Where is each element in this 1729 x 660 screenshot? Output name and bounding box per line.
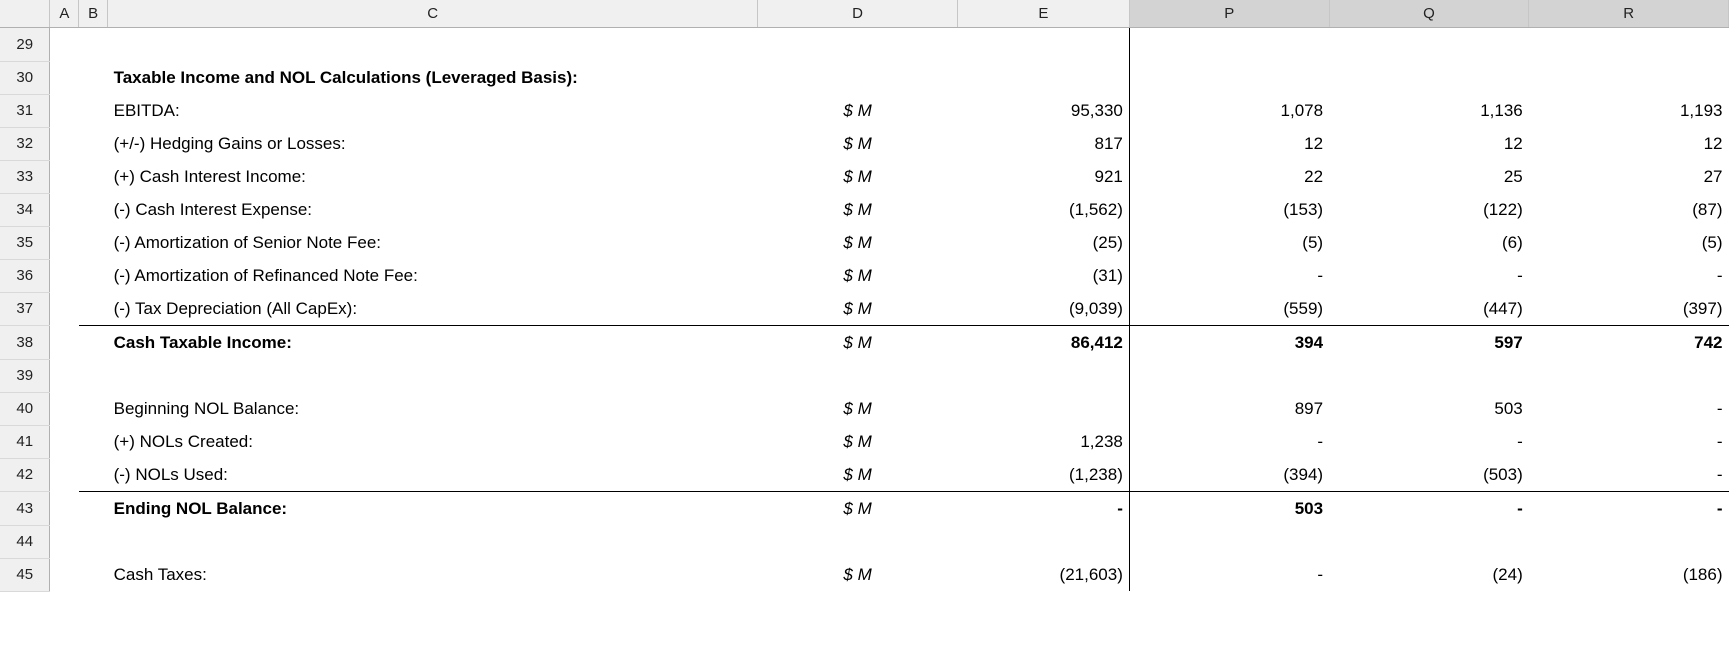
row-header-36[interactable]: 36 (0, 259, 50, 292)
cell-q36[interactable]: - (1329, 259, 1529, 292)
cell-q40[interactable]: 503 (1329, 392, 1529, 425)
cell-c41[interactable]: (+) NOLs Created: (108, 425, 758, 458)
cell-r33[interactable]: 27 (1529, 160, 1729, 193)
cell-p44[interactable] (1129, 525, 1329, 558)
row-header-35[interactable]: 35 (0, 226, 50, 259)
cell-a41[interactable] (50, 425, 79, 458)
cell-b37[interactable] (79, 292, 108, 326)
cell-r32[interactable]: 12 (1529, 127, 1729, 160)
cell-q42[interactable]: (503) (1329, 458, 1529, 492)
row-header-41[interactable]: 41 (0, 425, 50, 458)
cell-b35[interactable] (79, 226, 108, 259)
column-header-e[interactable]: E (957, 0, 1129, 28)
cell-q34[interactable]: (122) (1329, 193, 1529, 226)
cell-q43[interactable]: - (1329, 492, 1529, 526)
cell-q38[interactable]: 597 (1329, 326, 1529, 360)
cell-r34[interactable]: (87) (1529, 193, 1729, 226)
cell-q32[interactable]: 12 (1329, 127, 1529, 160)
cell-r38[interactable]: 742 (1529, 326, 1729, 360)
table-row[interactable] (0, 392, 1729, 425)
cell-b32[interactable] (79, 127, 108, 160)
cell-p33[interactable]: 22 (1129, 160, 1329, 193)
cell-e33[interactable]: 921 (957, 160, 1129, 193)
cell-p42[interactable]: (394) (1129, 458, 1329, 492)
cell-d33[interactable]: $ M (758, 160, 958, 193)
cell-r29[interactable] (1529, 28, 1729, 62)
cell-a38[interactable] (50, 326, 79, 360)
cell-q35[interactable]: (6) (1329, 226, 1529, 259)
table-row[interactable] (0, 61, 1729, 94)
cell-b45[interactable] (79, 558, 108, 591)
cell-a30[interactable] (50, 61, 79, 94)
cell-r44[interactable] (1529, 525, 1729, 558)
cell-b43[interactable] (79, 492, 108, 526)
row-header-34[interactable]: 34 (0, 193, 50, 226)
table-row[interactable] (0, 193, 1729, 226)
cell-p43[interactable]: 503 (1129, 492, 1329, 526)
cell-e34[interactable]: (1,562) (957, 193, 1129, 226)
cell-q30[interactable] (1329, 61, 1529, 94)
cell-p36[interactable]: - (1129, 259, 1329, 292)
table-row[interactable] (0, 425, 1729, 458)
cell-d35[interactable]: $ M (758, 226, 958, 259)
cell-c42[interactable]: (-) NOLs Used: (108, 458, 758, 492)
row-header-30[interactable]: 30 (0, 61, 50, 94)
cell-a35[interactable] (50, 226, 79, 259)
cell-r39[interactable] (1529, 359, 1729, 392)
cell-r45[interactable]: (186) (1529, 558, 1729, 591)
column-header-r[interactable]: R (1529, 0, 1729, 28)
cell-q39[interactable] (1329, 359, 1529, 392)
cell-e42[interactable]: (1,238) (957, 458, 1129, 492)
cell-r31[interactable]: 1,193 (1529, 94, 1729, 127)
table-row[interactable] (0, 226, 1729, 259)
cell-c39[interactable] (108, 359, 758, 392)
table-row[interactable] (0, 94, 1729, 127)
cell-a32[interactable] (50, 127, 79, 160)
cell-c43[interactable]: Ending NOL Balance: (108, 492, 758, 526)
cell-p38[interactable]: 394 (1129, 326, 1329, 360)
cell-c30[interactable]: Taxable Income and NOL Calculations (Leveraged Basis): (108, 61, 758, 94)
cell-a42[interactable] (50, 458, 79, 492)
cell-b30[interactable] (79, 61, 108, 94)
column-header-p[interactable]: P (1129, 0, 1329, 28)
cell-r37[interactable]: (397) (1529, 292, 1729, 326)
cell-p40[interactable]: 897 (1129, 392, 1329, 425)
cell-c38[interactable]: Cash Taxable Income: (108, 326, 758, 360)
cell-c32[interactable]: (+/-) Hedging Gains or Losses: (108, 127, 758, 160)
cell-e43[interactable]: - (957, 492, 1129, 526)
cell-a31[interactable] (50, 94, 79, 127)
cell-p30[interactable] (1129, 61, 1329, 94)
cell-q37[interactable]: (447) (1329, 292, 1529, 326)
select-all-corner[interactable] (0, 0, 50, 28)
cell-b33[interactable] (79, 160, 108, 193)
cell-q31[interactable]: 1,136 (1329, 94, 1529, 127)
row-header-38[interactable]: 38 (0, 326, 50, 360)
cell-e32[interactable]: 817 (957, 127, 1129, 160)
cell-p41[interactable]: - (1129, 425, 1329, 458)
row-header-31[interactable]: 31 (0, 94, 50, 127)
cell-d29[interactable] (758, 28, 958, 62)
row-header-29[interactable]: 29 (0, 28, 50, 62)
cell-c29[interactable] (108, 28, 758, 62)
cell-q41[interactable]: - (1329, 425, 1529, 458)
table-row[interactable] (0, 127, 1729, 160)
cell-p37[interactable]: (559) (1129, 292, 1329, 326)
cell-b31[interactable] (79, 94, 108, 127)
cell-a33[interactable] (50, 160, 79, 193)
cell-q33[interactable]: 25 (1329, 160, 1529, 193)
cell-a29[interactable] (50, 28, 79, 62)
table-row[interactable] (0, 292, 1729, 326)
row-header-44[interactable]: 44 (0, 525, 50, 558)
cell-e30[interactable] (957, 61, 1129, 94)
column-header-b[interactable]: B (79, 0, 108, 28)
cell-r41[interactable]: - (1529, 425, 1729, 458)
cell-a36[interactable] (50, 259, 79, 292)
cell-e41[interactable]: 1,238 (957, 425, 1129, 458)
cell-c31[interactable]: EBITDA: (108, 94, 758, 127)
cell-c40[interactable]: Beginning NOL Balance: (108, 392, 758, 425)
cell-b29[interactable] (79, 28, 108, 62)
cell-c36[interactable]: (-) Amortization of Refinanced Note Fee: (108, 259, 758, 292)
cell-r42[interactable]: - (1529, 458, 1729, 492)
cell-c35[interactable]: (-) Amortization of Senior Note Fee: (108, 226, 758, 259)
cell-q44[interactable] (1329, 525, 1529, 558)
table-row[interactable] (0, 558, 1729, 591)
cell-a37[interactable] (50, 292, 79, 326)
column-header-c[interactable]: C (108, 0, 758, 28)
cell-p34[interactable]: (153) (1129, 193, 1329, 226)
cell-r43[interactable]: - (1529, 492, 1729, 526)
cell-e38[interactable]: 86,412 (957, 326, 1129, 360)
cell-d38[interactable]: $ M (758, 326, 958, 360)
cell-c44[interactable] (108, 525, 758, 558)
cell-a45[interactable] (50, 558, 79, 591)
cell-e35[interactable]: (25) (957, 226, 1129, 259)
cell-c37[interactable]: (-) Tax Depreciation (All CapEx): (108, 292, 758, 326)
cell-c34[interactable]: (-) Cash Interest Expense: (108, 193, 758, 226)
cell-e29[interactable] (957, 28, 1129, 62)
cell-c33[interactable]: (+) Cash Interest Income: (108, 160, 758, 193)
row-header-32[interactable]: 32 (0, 127, 50, 160)
cell-d44[interactable] (758, 525, 958, 558)
cell-r35[interactable]: (5) (1529, 226, 1729, 259)
cell-a34[interactable] (50, 193, 79, 226)
table-row[interactable] (0, 326, 1729, 360)
cell-d45[interactable]: $ M (758, 558, 958, 591)
cell-a40[interactable] (50, 392, 79, 425)
cell-b34[interactable] (79, 193, 108, 226)
table-row[interactable] (0, 259, 1729, 292)
cell-e37[interactable]: (9,039) (957, 292, 1129, 326)
row-header-37[interactable]: 37 (0, 292, 50, 326)
table-row[interactable] (0, 492, 1729, 526)
cell-p31[interactable]: 1,078 (1129, 94, 1329, 127)
cell-b44[interactable] (79, 525, 108, 558)
cell-b42[interactable] (79, 458, 108, 492)
cell-e40[interactable] (957, 392, 1129, 425)
column-header-a[interactable]: A (50, 0, 79, 28)
table-row[interactable] (0, 160, 1729, 193)
cell-d37[interactable]: $ M (758, 292, 958, 326)
column-header-row[interactable] (0, 0, 1729, 28)
cell-d40[interactable]: $ M (758, 392, 958, 425)
cell-p45[interactable]: - (1129, 558, 1329, 591)
table-row[interactable] (0, 28, 1729, 62)
cell-e36[interactable]: (31) (957, 259, 1129, 292)
cell-p39[interactable] (1129, 359, 1329, 392)
cell-q29[interactable] (1329, 28, 1529, 62)
cell-d36[interactable]: $ M (758, 259, 958, 292)
cell-e44[interactable] (957, 525, 1129, 558)
row-header-40[interactable]: 40 (0, 392, 50, 425)
cell-e45[interactable]: (21,603) (957, 558, 1129, 591)
row-header-45[interactable]: 45 (0, 558, 50, 591)
cell-b39[interactable] (79, 359, 108, 392)
cell-b40[interactable] (79, 392, 108, 425)
cell-d43[interactable]: $ M (758, 492, 958, 526)
row-header-33[interactable]: 33 (0, 160, 50, 193)
cell-b38[interactable] (79, 326, 108, 360)
cell-d31[interactable]: $ M (758, 94, 958, 127)
cell-q45[interactable]: (24) (1329, 558, 1529, 591)
cell-r30[interactable] (1529, 61, 1729, 94)
column-header-d[interactable]: D (758, 0, 958, 28)
cell-p29[interactable] (1129, 28, 1329, 62)
cell-e39[interactable] (957, 359, 1129, 392)
table-row[interactable] (0, 359, 1729, 392)
cell-r36[interactable]: - (1529, 259, 1729, 292)
cell-b41[interactable] (79, 425, 108, 458)
column-header-q[interactable]: Q (1329, 0, 1529, 28)
row-header-43[interactable]: 43 (0, 492, 50, 526)
cell-d39[interactable] (758, 359, 958, 392)
row-header-39[interactable]: 39 (0, 359, 50, 392)
cell-r40[interactable]: - (1529, 392, 1729, 425)
cell-a43[interactable] (50, 492, 79, 526)
table-row[interactable] (0, 458, 1729, 492)
cell-p32[interactable]: 12 (1129, 127, 1329, 160)
cell-p35[interactable]: (5) (1129, 226, 1329, 259)
cell-a39[interactable] (50, 359, 79, 392)
cell-a44[interactable] (50, 525, 79, 558)
row-header-42[interactable]: 42 (0, 458, 50, 492)
cell-b36[interactable] (79, 259, 108, 292)
cell-d34[interactable]: $ M (758, 193, 958, 226)
cell-d41[interactable]: $ M (758, 425, 958, 458)
cell-e31[interactable]: 95,330 (957, 94, 1129, 127)
cell-d42[interactable]: $ M (758, 458, 958, 492)
cell-d32[interactable]: $ M (758, 127, 958, 160)
cell-d30[interactable] (758, 61, 958, 94)
table-row[interactable] (0, 525, 1729, 558)
cell-c45[interactable]: Cash Taxes: (108, 558, 758, 591)
